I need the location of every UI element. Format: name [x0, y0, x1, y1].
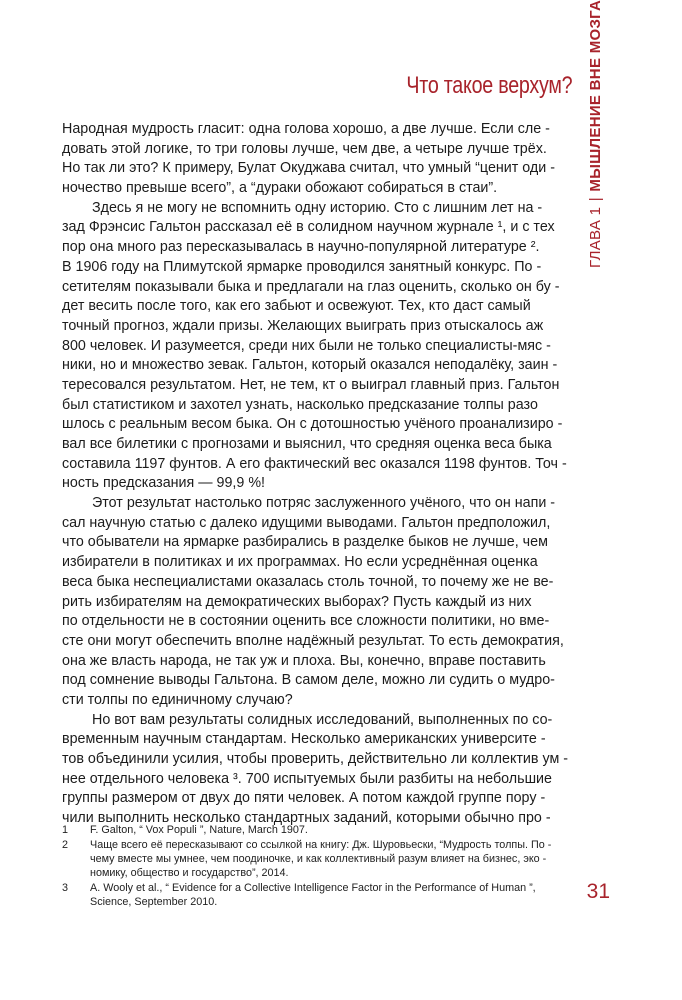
paragraph-line: был статистиком и захотел узнать, насколько предсказание толпы разо — [62, 396, 538, 413]
footnote — [62, 838, 572, 880]
paragraph-line: составила 1197 фунтов. А его фактический вес оказался 1198 фунтов. Точ - — [62, 455, 567, 472]
paragraph-line: дет весить после того, как его забьют и освежуют. Тех, кто даст самый — [62, 298, 531, 315]
paragraph-line: она же власть народа, не так уж и плоха. Вы, конечно, вправе поставить — [62, 652, 546, 669]
paragraph-line: веса быка неспециалистами оказалась столь точной, то почему же не ве- — [62, 573, 554, 590]
paragraph-line: Народная мудрость гласит: одна голова хорошо, а две лучше. Если сле - — [62, 121, 550, 137]
paragraph-line: избиратели в политиках и их программах. Но если усреднённая оценка — [62, 554, 538, 571]
paragraph-line: по отдельности не в состоянии оценить все сложности политики, но вме- — [62, 613, 550, 630]
paragraph-line: шлось с реальным весом быка. Он с дотошностью учёного проанализиро - — [62, 416, 563, 433]
paragraph-line: ночество превыше всего”, а “дураки обожают собираться в стаи”. — [62, 180, 498, 197]
paragraph-line: точный прогноз, ждали призы. Желающих выиграть приз отыскалось аж — [62, 317, 544, 334]
chapter-separator: | — [587, 197, 604, 202]
footnote-text: Чаще всего её пересказывают со ссылкой на книгу: Дж. Шуровьески, “Мудрость толпы. По - — [90, 839, 552, 851]
paragraph-line: В 1906 году на Плимутской ярмарке проводился занятный конкурс. По - — [62, 258, 542, 275]
paragraph-line: чили выполнить несколько стандартных заданий, которыми обычно про - — [62, 810, 551, 827]
footnote-number: 1 — [62, 824, 69, 836]
paragraph-line: сетителям показывали быка и предлагали на глаз оценить, сколько он бу - — [62, 278, 560, 295]
paragraph-line: Но вот вам результаты солидных исследований, выполненных по со- — [92, 711, 553, 728]
footnote-text: A. Wooly et al., “ Evidence for a Collective Intelligence Factor in the Performance of Human ”, — [90, 882, 536, 894]
paragraph-line: зад Фрэнсис Гальтон рассказал её в солидном научном журнале ¹, и с тех — [62, 219, 555, 236]
paragraph-line: довать этой логике, то три головы лучше, чем две, а четыре лучше трёх. — [62, 140, 547, 157]
footnote — [62, 881, 572, 909]
paragraph-line: тересовался результатом. Нет, не тем, кт о выиграл главный приз. Гальтон — [62, 376, 560, 393]
page-number: 31 — [586, 880, 610, 903]
paragraph-line: нее отдельного человека ³. 700 испытуемых были разбиты на небольшие — [62, 770, 552, 787]
paragraph-line: рить избирателям на демократических выборах? Пусть каждый из них — [62, 593, 532, 610]
chapter-tab — [587, 0, 604, 268]
footnotes — [62, 823, 572, 910]
footnote-text: F. Galton, “ Vox Populi ”, Nature, March 1907. — [90, 824, 308, 836]
paragraph-line: группы размером от двух до пяти человек. А потом каждой группе пору - — [62, 790, 546, 807]
page-title: Что такое верхум? — [406, 72, 572, 99]
paragraph-line: тов объединили усилия, чтобы проверить, действительно ли коллектив ум - — [62, 751, 569, 767]
paragraph-line: вал все билетики с прогнозами и выяснил, что средняя оценка веса быка — [62, 436, 552, 452]
footnote — [62, 823, 572, 837]
paragraph-line: пор она много раз пересказывалась в научно-популярной литературе ². — [62, 239, 540, 256]
paragraph-line: Здесь я не могу не вспомнить одну историю. Сто с лишним лет на - — [92, 199, 543, 216]
paragraph-line: под сомнение выводы Гальтона. В самом деле, можно ли судить о мудро- — [62, 672, 555, 689]
footnote-number: 2 — [62, 839, 69, 851]
footnote-text: чему вместе мы умнее, чем поодиночке, и как коллективный разум влияет на бизнес, эко - — [90, 853, 547, 865]
paragraph-line: сти толпы по единичному случаю? — [62, 691, 293, 708]
paragraph-line: 800 человек. И разумеется, среди них были не только специалисты-мяс - — [62, 337, 551, 354]
paragraph-line: Но так ли это? К примеру, Булат Окуджава считал, что умный “ценит оди - — [62, 160, 555, 177]
paragraph-line: что обыватели на ярмарке разбирались в разделке быков не лучше, чем — [62, 534, 548, 551]
footnote-text: номику, общество и государство”, 2014. — [90, 867, 289, 879]
paragraph-line: ники, но и множество зевак. Гальтон, который оказался неподалёку, заин - — [62, 357, 558, 374]
paragraph-line: сте они могут обеспечить вполне надёжный результат. То есть демократия, — [62, 632, 564, 649]
paragraph-line: Этот результат настолько потряс заслуженного учёного, что он напи - — [92, 495, 556, 512]
paragraph-line: ность предсказания — 99,9 %! — [62, 475, 265, 492]
paragraph-line: сал научную статью с далеко идущими выводами. Гальтон предположил, — [62, 514, 551, 531]
section-label: МЫШЛЕНИЕ ВНЕ МОЗГА — [587, 0, 604, 192]
chapter-label: ГЛАВА 1 — [587, 206, 604, 268]
footnote-number: 3 — [62, 882, 69, 894]
body-text — [62, 120, 572, 829]
footnote-text: Science, September 2010. — [90, 896, 218, 908]
paragraph-line: временным научным стандартам. Несколько американских университе - — [62, 731, 546, 748]
